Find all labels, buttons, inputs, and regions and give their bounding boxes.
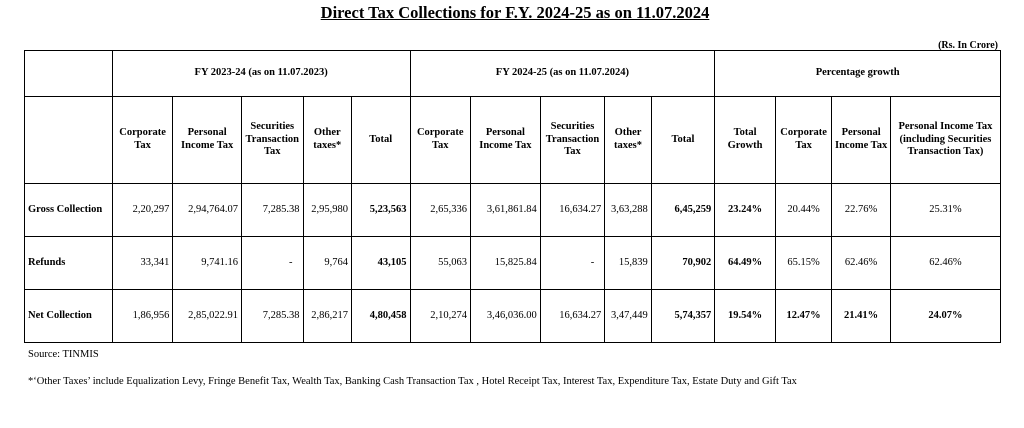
table-cell: 2,85,022.91: [173, 290, 242, 343]
table-row-gross-collection: [25, 184, 1001, 237]
table-cell: 9,741.16: [173, 237, 242, 290]
header-growth-personal-income-tax: Personal Income Tax: [832, 97, 891, 184]
table-cell-total: 4,80,458: [351, 290, 410, 343]
table-cell: 16,634.27: [540, 290, 605, 343]
table-cell: 3,63,288: [605, 184, 651, 237]
source-note: Source: TINMIS: [28, 349, 99, 360]
table-cell-total: 70,902: [651, 237, 715, 290]
group-fy24: FY 2024-25 (as on 11.07.2024): [410, 51, 715, 97]
footnote: *‘Other Taxes’ include Equalization Levy, Fringe Benefit Tax, Wealth Tax, Banking Cash Transaction Tax , Hotel Receipt Tax, Interest Tax, Expenditure Tax, Estate Duty and Gift Tax: [28, 376, 797, 387]
table-cell: 7,285.38: [241, 290, 303, 343]
header-fy23-securities-transaction-tax: Securities Transaction Tax: [241, 97, 303, 184]
table-cell-growth: 21.41%: [832, 290, 891, 343]
column-header-row: [25, 97, 1001, 184]
table-cell-growth: 25.31%: [890, 184, 1000, 237]
table-cell-growth: 62.46%: [890, 237, 1000, 290]
header-fy24-corporate-tax: Corporate Tax: [410, 97, 471, 184]
table-cell: 3,61,861.84: [471, 184, 541, 237]
table-cell-growth: 65.15%: [775, 237, 832, 290]
row-label: Gross Collection: [25, 184, 113, 237]
header-fy23-personal-income-tax: Personal Income Tax: [173, 97, 242, 184]
group-fy23: FY 2023-24 (as on 11.07.2023): [112, 51, 410, 97]
header-growth-corporate-tax: Corporate Tax: [775, 97, 832, 184]
table-cell: 3,47,449: [605, 290, 651, 343]
table-cell-growth-total: 64.49%: [715, 237, 776, 290]
table-cell-growth: 62.46%: [832, 237, 891, 290]
table-cell: 55,063: [410, 237, 471, 290]
header-growth-total: Total Growth: [715, 97, 776, 184]
table-row-net-collection: [25, 290, 1001, 343]
header-fy24-securities-transaction-tax: Securities Transaction Tax: [540, 97, 605, 184]
row-label: Net Collection: [25, 290, 113, 343]
row-label: Refunds: [25, 237, 113, 290]
header-fy23-other-taxes: Other taxes*: [303, 97, 351, 184]
table-cell-growth: 20.44%: [775, 184, 832, 237]
table-cell-total: 43,105: [351, 237, 410, 290]
table-cell: 2,65,336: [410, 184, 471, 237]
table-cell-total: 6,45,259: [651, 184, 715, 237]
table-cell: -: [241, 237, 303, 290]
table-cell: 1,86,956: [112, 290, 173, 343]
table-cell: 2,94,764.07: [173, 184, 242, 237]
header-fy23-total: Total: [351, 97, 410, 184]
header-fy24-personal-income-tax: Personal Income Tax: [471, 97, 541, 184]
table-cell-growth: 12.47%: [775, 290, 832, 343]
table-cell-growth-total: 23.24%: [715, 184, 776, 237]
label-header-cell: [25, 97, 113, 184]
group-growth: Percentage growth: [715, 51, 1001, 97]
table-cell: 2,20,297: [112, 184, 173, 237]
header-fy24-total: Total: [651, 97, 715, 184]
table-cell: 9,764: [303, 237, 351, 290]
table-cell: 2,95,980: [303, 184, 351, 237]
header-fy23-corporate-tax: Corporate Tax: [112, 97, 173, 184]
page-title: Direct Tax Collections for F.Y. 2024-25 as on 11.07.2024: [320, 3, 710, 22]
table-cell: 33,341: [112, 237, 173, 290]
table-cell-total: 5,23,563: [351, 184, 410, 237]
table-cell: 16,634.27: [540, 184, 605, 237]
tax-collections-table: [24, 50, 1001, 343]
header-growth-pit-including-stt: Personal Income Tax (including Securities Transaction Tax): [890, 97, 1000, 184]
table-cell: 3,46,036.00: [471, 290, 541, 343]
table-cell-growth: 24.07%: [890, 290, 1000, 343]
table-cell-growth-total: 19.54%: [715, 290, 776, 343]
unit-note: (Rs. In Crore): [938, 40, 998, 51]
group-header-row: [25, 51, 1001, 97]
table-cell: 7,285.38: [241, 184, 303, 237]
table-cell: 2,10,274: [410, 290, 471, 343]
corner-cell: [25, 51, 113, 97]
table-row-refunds: [25, 237, 1001, 290]
table-cell-total: 5,74,357: [651, 290, 715, 343]
table-cell: 2,86,217: [303, 290, 351, 343]
header-fy24-other-taxes: Other taxes*: [605, 97, 651, 184]
table-cell-growth: 22.76%: [832, 184, 891, 237]
table-cell: 15,825.84: [471, 237, 541, 290]
table-cell: 15,839: [605, 237, 651, 290]
table-cell: -: [540, 237, 605, 290]
